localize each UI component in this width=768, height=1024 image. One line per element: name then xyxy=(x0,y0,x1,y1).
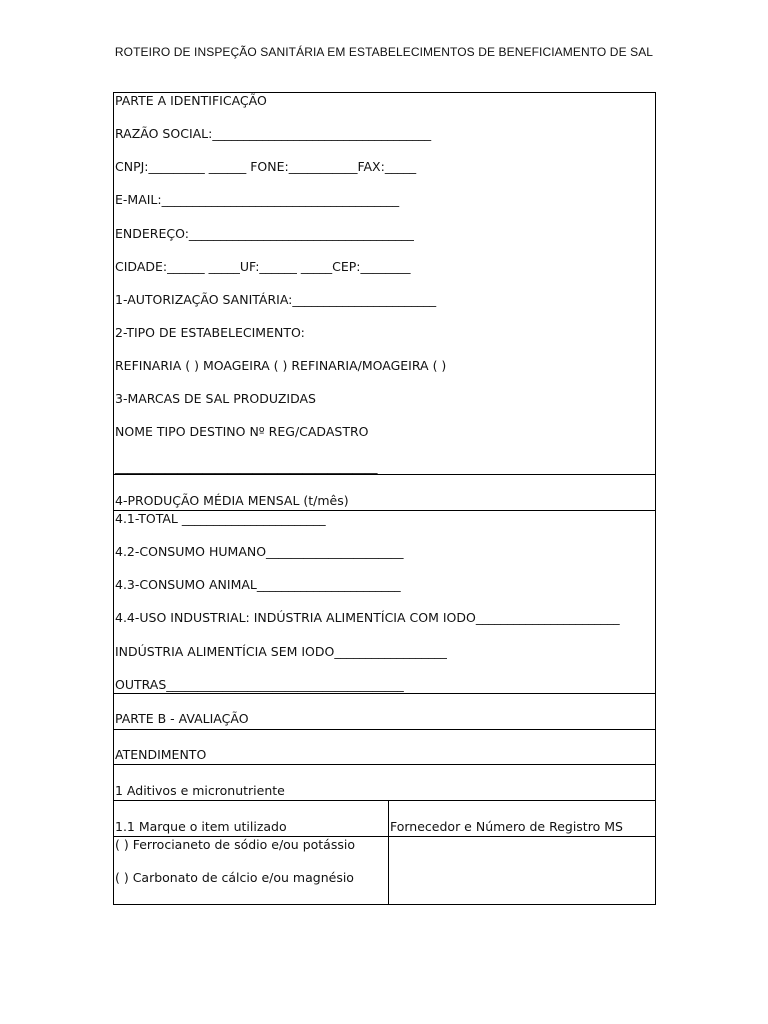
sem-iodo-field[interactable]: INDÚSTRIA ALIMENTÍCIA SEM IODO__________________ xyxy=(115,644,447,659)
divider xyxy=(114,693,655,694)
email-field[interactable]: E-MAIL:______________________________________ xyxy=(115,192,400,207)
item-utilizado-header: 1.1 Marque o item utilizado xyxy=(115,819,287,834)
marcas-entry-line[interactable]: __________________________________________ xyxy=(115,459,378,474)
tipo-estabelecimento-options[interactable]: REFINARIA ( ) MOAGEIRA ( ) REFINARIA/MOAGEIRA ( ) xyxy=(115,358,447,373)
marcas-columns: NOME TIPO DESTINO Nº REG/CADASTRO xyxy=(115,424,369,439)
consumo-humano-field[interactable]: 4.2-CONSUMO HUMANO______________________ xyxy=(115,544,404,559)
carbonato-checkbox[interactable]: ( ) Carbonato de cálcio e/ou magnésio xyxy=(115,870,354,885)
cidade-uf-cep-field[interactable]: CIDADE:______ _____UF:______ _____CEP:________ xyxy=(115,259,411,274)
parte-b-heading: PARTE B - AVALIAÇÃO xyxy=(115,711,249,726)
producao-heading: 4-PRODUÇÃO MÉDIA MENSAL (t/mês) xyxy=(115,493,349,508)
fornecedor-header: Fornecedor e Número de Registro MS xyxy=(390,819,623,834)
document-title: ROTEIRO DE INSPEÇÃO SANITÁRIA EM ESTABELECIMENTOS DE BENEFICIAMENTO DE SAL xyxy=(114,45,654,59)
ferrocianeto-checkbox[interactable]: ( ) Ferrocianeto de sódio e/ou potássio xyxy=(115,837,355,852)
inspection-form xyxy=(113,92,656,905)
producao-total-field[interactable]: 4.1-TOTAL _______________________ xyxy=(115,511,326,526)
divider xyxy=(114,729,655,730)
autorizacao-sanitaria-field[interactable]: 1-AUTORIZAÇÃO SANITÁRIA:_______________________ xyxy=(115,292,437,307)
column-divider xyxy=(388,800,389,904)
divider xyxy=(114,474,655,475)
marcas-label: 3-MARCAS DE SAL PRODUZIDAS xyxy=(115,391,316,406)
divider xyxy=(114,800,655,801)
consumo-animal-field[interactable]: 4.3-CONSUMO ANIMAL_______________________ xyxy=(115,577,401,592)
outras-field[interactable]: OUTRAS______________________________________ xyxy=(115,677,404,692)
cnpj-fone-fax-field[interactable]: CNPJ:_________ ______ FONE:___________FAX:_____ xyxy=(115,159,417,174)
atendimento-label: ATENDIMENTO xyxy=(115,747,207,762)
tipo-estabelecimento-label: 2-TIPO DE ESTABELECIMENTO: xyxy=(115,325,305,340)
divider xyxy=(114,764,655,765)
aditivos-label: 1 Aditivos e micronutriente xyxy=(115,783,285,798)
uso-industrial-field[interactable]: 4.4-USO INDUSTRIAL: INDÚSTRIA ALIMENTÍCIA COM IODO_______________________ xyxy=(115,610,620,625)
endereco-field[interactable]: ENDEREÇO:____________________________________ xyxy=(115,226,414,241)
parte-a-heading: PARTE A IDENTIFICAÇÃO xyxy=(115,93,267,108)
razao-social-field[interactable]: RAZÃO SOCIAL:___________________________________ xyxy=(115,126,432,141)
